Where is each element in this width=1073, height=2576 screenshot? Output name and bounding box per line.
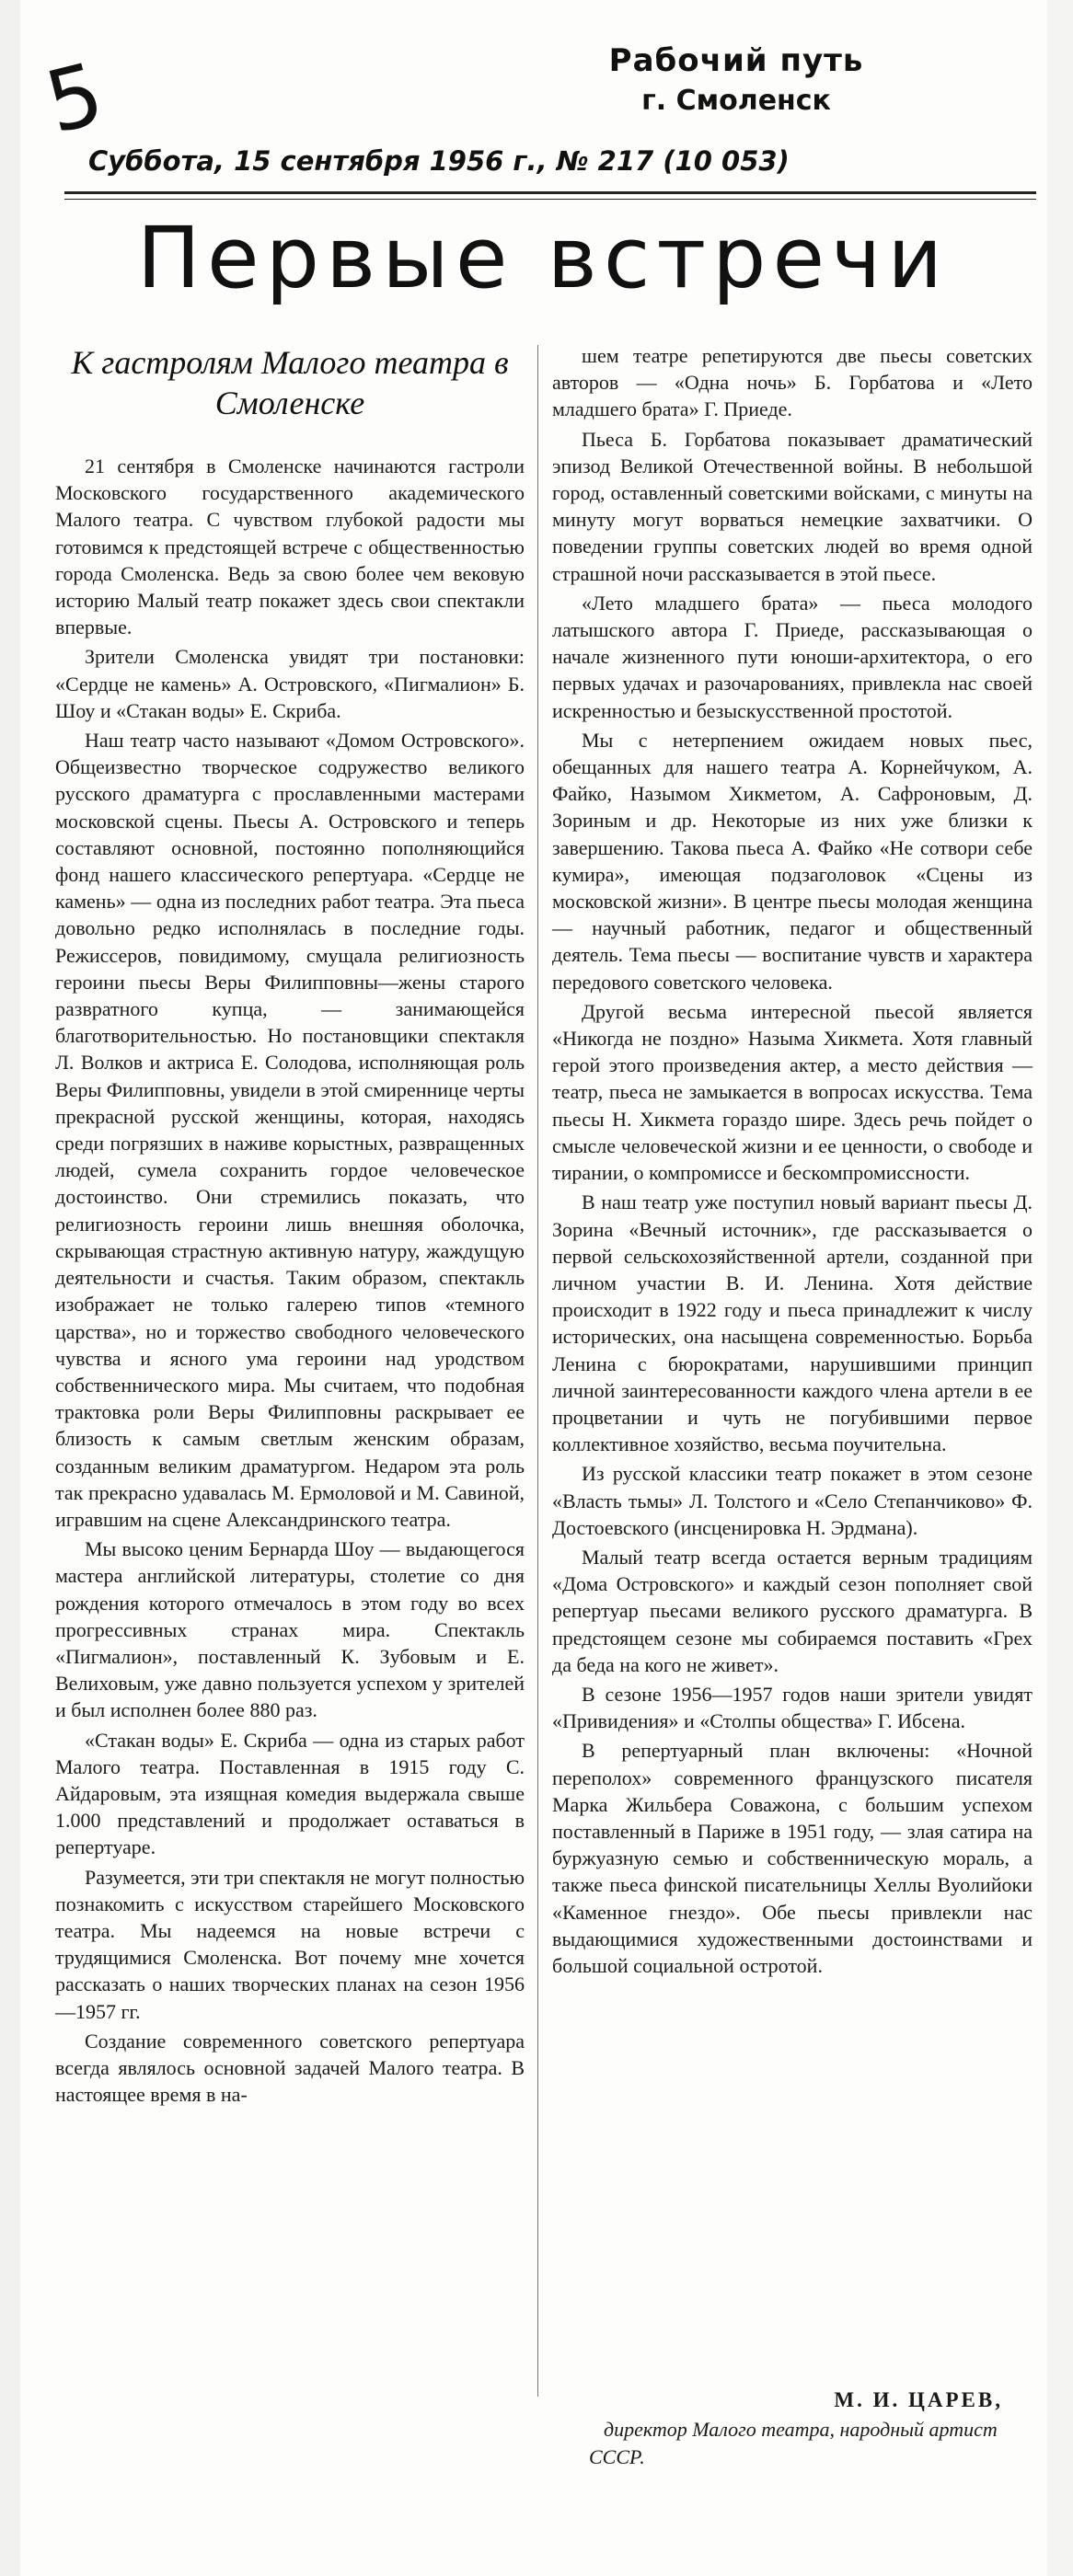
masthead-rule — [64, 191, 1036, 194]
paragraph: Из русской классики театр покажет в этом сезоне «Власть тьмы» Л. Толстого и «Село Степанчиково» Ф. Достоевского (инсценировка Н. Эрдмана). — [552, 1462, 1033, 1539]
signature — [589, 2388, 1040, 2471]
author-name: М. И. ЦАРЕВ, — [834, 2388, 1003, 2411]
paper-city: г. Смоленск — [641, 85, 831, 117]
paragraph: Мы высоко ценим Бернарда Шоу — выдающегося мастера английской литературы, столетие со дня рождения которого отмечалось в этом году во всех прогрессивных странах мира. Спектакль «Пигмалион», поставленный К. Зубовым и Е. Велиховым, уже давно пользуется успехом у зрителей и был исполнен более 880 раз. — [55, 1537, 525, 1722]
paragraph: «Стакан воды» Е. Скриба — одна из старых работ Малого театра. Поставленная в 1915 году С. Айдаровым, эта изящная комедия выдержала свыше 1.000 представлений и продолжает оставаться в репертуаре. — [55, 1728, 525, 1859]
right-column — [552, 342, 1033, 1979]
clipping-edge — [0, 0, 20, 2576]
left-column — [55, 342, 525, 2108]
paragraph: В наш театр уже поступил новый вариант пьесы Д. Зорина «Вечный источник», где рассказывается о первой сельскохозяйственной артели, созданной при личном участии В. И. Ленина. Хотя действие происходит в 1922 году и пьеса принадлежит к числу исторических, она насыщена современностью. Борьба Ленина с бюрократами, нарушившими принцип личной заинтересованности каждого члена артели в ее процветании и чуть не погубившими первое коллективное хозяйство, весьма поучительна. — [552, 1190, 1033, 1456]
paragraph: шем театре репетируются две пьесы советских авторов — «Одна ночь» Б. Горбатова и «Лето младшего брата» Г. Приеде. — [552, 344, 1033, 421]
paragraph: Пьеса Б. Горбатова показывает драматический эпизод Великой Отечественной войны. В небольшой город, оставленный советскими войсками, с минуты на минуту могут ворваться немецкие захватчики. О поведении группы советских людей во время одной страшной ночи рассказывается в этой пьесе. — [552, 427, 1033, 585]
paragraph: В сезоне 1956—1957 годов наши зрители увидят «Привидения» и «Столпы общества» Г. Ибсена. — [552, 1682, 1033, 1733]
paragraph: Разумеется, эти три спектакля не могут полностью познакомить с искусством старейшего Московского театра. Мы надеемся на новые встречи с трудящимися Смоленска. Вот почему мне хочется рассказать о наших творческих планах на сезон 1956—1957 гг. — [55, 1865, 525, 2023]
column-divider — [537, 345, 538, 2397]
masthead — [552, 42, 920, 117]
subheadline: К гастролям Малого театра в Смоленске — [71, 344, 509, 421]
paragraph: Другой весьма интересной пьесой является «Никогда не поздно» Назыма Хикмета. Хотя главный герой этого произведения актер, а место действия — театр, пьеса не замыкается в вопросах искусства. Тема пьесы Н. Хикмета гораздо шире. Здесь речь пойдет о смысле человеческой жизни и ее ценности, о свободе и тирании, о компромиссе и бескомпромиссности. — [552, 999, 1033, 1185]
paragraph: «Лето младшего брата» — пьеса молодого латышского автора Г. Приеде, рассказывающая о начале жизненного пути юноши-архитектора, о его первых удачах и разочарованиях, привлекла нас своей искренностью и безыскусственной простотой. — [552, 591, 1033, 722]
paper-name: Рабочий путь — [608, 42, 864, 79]
author-role: директор Малого театра, народный артист СССР. — [589, 2418, 998, 2468]
paragraph: 21 сентября в Смоленске начинаются гастроли Московского государственного академического Малого театра. С чувством глубокой радости мы готовимся к предстоящей встрече с общественностью города Смоленска. Ведь за свою более чем вековую историю Малый театр покажет здесь свои спектакли впервые. — [55, 454, 525, 639]
headline: Первые встречи — [136, 209, 950, 307]
paragraph: Малый театр всегда остается верным традициям «Дома Островского» и каждый сезон пополняет свой репертуар пьесами великого русского драматурга. В предстоящем сезоне мы собираемся поставить «Грех да беда на кого не живет». — [552, 1545, 1033, 1676]
paragraph: Мы с нетерпением ожидаем новых пьес, обещанных для нашего театра А. Корнейчуком, А. Файко, Назымом Хикметом, А. Сафроновым, Д. Зориным и др. Некоторые из них уже близки к завершению. Такова пьеса А. Файко «Не сотвори себе кумира», имеющая подзаголовок «Сцены из московской жизни». В центре пьесы молодая женщина — научный работник, педагог и общественный деятель. Тема пьесы — воспитание чувств и характера передового советского человека. — [552, 728, 1033, 994]
dateline: Суббота, 15 сентября 1956 г., № 217 (10 053) — [88, 145, 790, 177]
clipping-shadow — [1047, 0, 1073, 2576]
paragraph: В репертуарный план включены: «Ночной переполох» современного французского писателя Марка Жильбера Соважона, с большим успехом поставленный в Париже в 1951 году, — злая сатира на буржуазную семью и собственническую мораль, а также пьеса финской писательницы Хеллы Вуолийоки «Каменное гнездо». Обе пьесы привлекли нас выдающимися художественными достоинствами и большой социальной остротой. — [552, 1739, 1033, 1977]
paragraph: Зрители Смоленска увидят три постановки: «Сердце не камень» А. Островского, «Пигмалион» Б. Шоу и «Стакан воды» Е. Скриба. — [55, 645, 525, 722]
paragraph: Наш театр часто называют «Домом Островского». Общеизвестно творческое содружество великого русского драматурга с прославленными мастерами московской сцены. Пьесы А. Островского и теперь составляют основной, постоянно пополняющийся фонд нашего классического репертуара. «Сердце не камень» — одна из последних работ театра. Эта пьеса довольно редко исполнялась в последние годы. Режиссеров, повидимому, смущала религиозность героини пьесы Веры Филипповны—жены старого развратного купца, — занимающейся благотворительностью. Но постановщики спектакля Л. Волков и актриса Е. Солодова, исполняющая роль Веры Филипповны, увидели в этой смиреннице черты прекрасной русской женщины, которая, находясь среди погрязших в наживе корыстных, развращенных людей, сумела сохранить гордое человеческое достоинство. Они стремились показать, что религиозность героини лишь внешняя оболочка, скрывающая страстную активную натуру, жаждущую деятельности и счастья. Таким образом, спектакль изображает не только галерею типов «темного царства», но и торжество свободного человеческого чувства и ясного ума героини над уродством собственнического мира. Мы считаем, что подобная трактовка роли Веры Филипповны раскрывает ее близость к самым светлым женским образам, созданным великим драматургом. Недаром эта роль так прекрасно удавалась М. Ермоловой и М. Савиной, игравшим на сцене Александринского театра. — [55, 729, 525, 1531]
paragraph: Создание современного советского репертуара всегда являлось основной задачей Малого театра. В настоящее время в на- — [55, 2029, 525, 2107]
masthead-rule-thin — [64, 199, 1036, 200]
handwritten-mark: 5 — [36, 43, 113, 153]
